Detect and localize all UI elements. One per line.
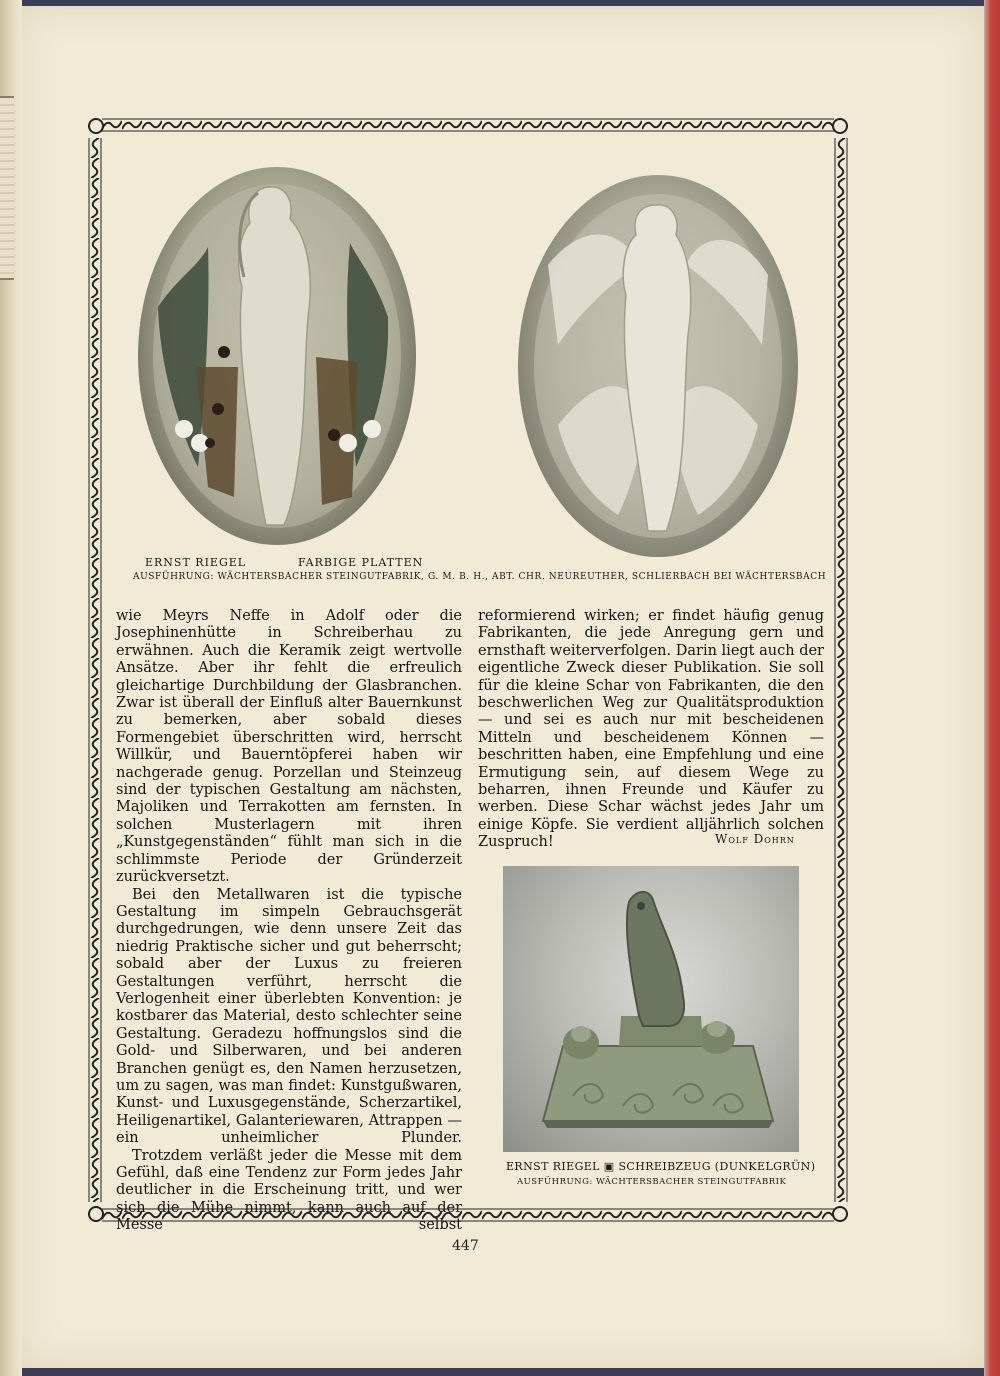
photo-caption-execution: AUSFÜHRUNG: WÄCHTERSBACHER STEINGUTFABRIK xyxy=(517,1177,787,1187)
author-signature: Wolf Dohrn xyxy=(715,832,795,846)
paragraph: Trotzdem verläßt jeder die Messe mit dem Gefühl, daß eine Tendenz zur Form jedes Jahr deutlicher in die Erscheinung tritt, und wer sich die Mühe nimmt, kann auch auf der Messe selbst xyxy=(116,1147,462,1234)
text-column-left xyxy=(116,608,462,1235)
ceramic-plate-right xyxy=(518,175,798,557)
ceramic-plate-left xyxy=(138,167,416,545)
plate-relief-right xyxy=(518,175,798,557)
figure-caption-author: ERNST RIEGEL xyxy=(145,556,247,569)
plate-relief-left xyxy=(138,167,416,545)
paragraph: Bei den Metallwaren ist die typische Gestaltung im simpeln Gebrauchsgerät durchgedrungen, wie denn unsere Zeit das niedrig Praktische sicher und gut beherrscht; sobald aber der Luxus zu freieren Gestaltungen verführt, herrscht die Verlogenheit einer überlebten Konvention: je kostbarer das Material, desto schlechter seine Gestaltung. Geradezu hoffnungslos sind die Gold- und Silberwaren, und bei anderen Branchen genügt es, den Namen herzusetzen, um zu sagen, was man findet: Kunstgußwaren, Kunst- und Luxusgegenstände, Scherzartikel, Heiligenartikel, Galanteriewaren, Attrappen — ein unheimlicher Plunder. xyxy=(116,886,462,1147)
page-number: 447 xyxy=(452,1238,479,1254)
border-left xyxy=(88,138,102,1202)
photo-caption: ERNST RIEGEL ▣ SCHREIBZEUG (DUNKELGRÜN) xyxy=(506,1160,816,1173)
book-edge xyxy=(984,0,1000,1376)
inkstand-illustration xyxy=(503,866,799,1152)
inkstand-photo xyxy=(503,866,799,1152)
figure-caption-title: FARBIGE PLATTEN xyxy=(298,556,424,569)
paragraph: reformierend wirken; er findet häufig genug Fabrikanten, die jede Anregung gern und ernsthaft weiterverfolgen. Darin liegt auch der eigentliche Zweck dieser Publikation. Sie soll für die kleine Schar von Fabrikanten, die den beschwerlichen Weg zur Qualitätsproduktion — und sei es auch nur mit bescheidenen Mitteln und bescheidenem Können — beschritten haben, eine Empfehlung und eine Ermutigung sein, auf diesem Wege zu beharren, ihnen Freunde und Käufer zu werben. Diese Schar wächst jedes Jahr um einige Köpfe. Sie verdient alljährlich solchen Zuspruch! xyxy=(478,608,824,851)
border-corner xyxy=(832,1206,848,1222)
text-column-right xyxy=(478,608,824,852)
border-corner xyxy=(88,1206,104,1222)
border-corner xyxy=(832,118,848,134)
border-corner xyxy=(88,118,104,134)
paragraph: wie Meyrs Neffe in Adolf oder die Josephinenhütte in Schreiberhau zu erwähnen. Auch die Keramik zeigt wertvolle Ansätze. Aber ihr fehlt die erfreulich gleichartige Durchbildung der Glasbranchen. Zwar ist überall der Einfluß alter Bauernkunst zu bemerken, aber sobald dieses Formengebiet überschritten wird, herrscht Willkür, und Bauerntöpferei haben wir nachgerade genug. Porzellan und Steinzeug sind der typischen Gestaltung am nächsten, Majoliken und Terrakotten am fernsten. In solchen Musterlagern mit ihren „Kunstgegenständen“ fühlt man sich in die schlimmste Periode der Gründerzeit zurückversetzt. xyxy=(116,608,462,886)
spine-binding xyxy=(0,96,14,280)
border-top xyxy=(102,118,834,132)
figure-caption-execution: AUSFÜHRUNG: WÄCHTERSBACHER STEINGUTFABRIK, G. M. B. H., ABT. CHR. NEUREUTHER, SCHLIERBACH BEI WÄCHTERSBACH xyxy=(133,572,827,582)
border-right xyxy=(834,138,848,1202)
